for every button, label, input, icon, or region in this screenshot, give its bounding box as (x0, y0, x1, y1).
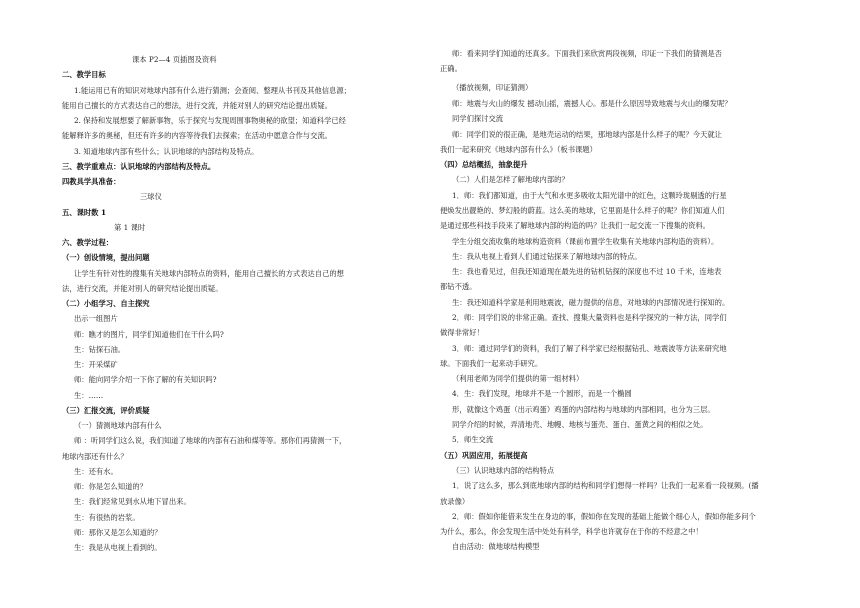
text-line: 正确。 (440, 64, 462, 73)
text-line: 2．师：同学们说的非常正确。查找、搜集大量资料也是科学探究的一种方法，同学们 (452, 313, 727, 322)
text-line: 2. 保持和发展想要了解新事物，乐于探究与发现周围事物奥秘的欲望；知道科学已经 (74, 116, 346, 125)
text-line: 师：瞧才的图片，同学们知道他们在干什么吗? (74, 330, 224, 339)
text-line: 生：钻探石油。 (74, 345, 126, 354)
text-line: 师：能向同学介绍一下你了解的有关知识吗? (74, 375, 217, 384)
text-line: 师 ：听同学们这么说，我们知道了地球的内部有石油和煤等等。那你们再猜测一下， (74, 436, 347, 445)
text-line: 生：有很热的岩浆。 (74, 513, 140, 522)
text-line: 生：开采煤矿 (74, 360, 118, 369)
text-line: 都钻不透。 (440, 282, 477, 291)
text-line: 球。下面我们一起来动手研究。 (440, 359, 543, 368)
text-line: 能用自己擅长的方式表达自己的想法，进行交流，并能对别人的研究结论提出质疑。 (62, 101, 332, 110)
text-line: （播放视频，印证猜测） (452, 83, 533, 92)
text-line: 学生分组交流收集的地球构造资料（课前布置学生收集有关地球内部构造的资料）。 (452, 237, 719, 246)
text-line: 1.能运用已有的知识对地球内部有什么进行猜测；会查阅、整理从书刊及其他信息源； (74, 86, 351, 95)
text-line: 师：你是怎么知道的？ (74, 482, 147, 491)
text-line: 三球仪 (140, 192, 162, 201)
text-line: 4．生：我们发现，地球并不是一个圆形，而是一个椭圆 (452, 389, 632, 398)
text-line: 做得非常好！ (440, 328, 484, 337)
text-line: 5．师生交流 (452, 435, 494, 444)
text-line: 生：我是从电视上看到的。 (74, 543, 162, 552)
text-line: （三）认识地球内部的结构特点 (452, 466, 555, 475)
section-heading: 五、课时数 1 (62, 208, 107, 217)
text-line: 出示一组图片 (74, 314, 118, 323)
text-line: 第 1 课时 (114, 223, 146, 232)
section-heading: （一）创设情境，提出问题 (62, 253, 150, 262)
text-line: （利用老师为同学们提供的第一组材料） (452, 374, 584, 383)
text-line: 师：地震与火山的爆发 撼动山摇，震撼人心。那是什么原因导致地震与火山的爆发呢？ (452, 99, 732, 108)
text-line: 能解释许多的奥秘，但还有许多的内容等待我们去探索；在活动中愿意合作与交流。 (62, 131, 332, 140)
section-heading: 二、教学目标 (62, 70, 106, 79)
section-heading: （三）汇报交流，评价质疑 (62, 406, 150, 415)
text-line: 同学介绍的时候，弄清地壳、地幔、地核与蛋壳、蛋白、蛋黄之间的相似之处。 (452, 420, 708, 429)
section-heading: 六、教学过程： (62, 238, 114, 247)
text-line: 1．说了这么多，那么到底地球内部的结构和同学们想得一样吗？让我们一起来看一段视频。(播 (452, 481, 759, 490)
text-line: 师：同学们说的很正确，是地壳运动的结果，那地球内部是什么样子的呢？今天就让 (452, 130, 722, 139)
text-line: 放录像） (440, 497, 470, 506)
text-line: 法，进行交流，并能对别人的研究结论提出质疑。 (62, 284, 223, 293)
text-line: 师：看来同学们知道的还真多。下面我们来欣赏两段视频，印证一下我们的猜测是否 (452, 49, 722, 58)
section-heading: 四教具学具准备： (62, 177, 121, 186)
text-line: 自由活动：做地球结构模型 (452, 542, 540, 551)
text-line: 便焕发出靓艳的、梦幻般的蔚蓝。这么美的地球，它里面是什么样子的呢？你们知道人们 (440, 206, 725, 215)
text-line: 生：…… (74, 391, 104, 400)
section-heading: （五）巩固应用，拓展提高 (440, 451, 528, 460)
text-line: 生：我也看见过，但我还知道现在最先进的钻机钻探的深度也不过 10 千米，连地表 (452, 267, 722, 276)
text-line: 师：那你又是怎么知道的？ (74, 528, 162, 537)
text-line: 生：还有水。 (74, 467, 118, 476)
section-heading: （二）小组学习、自主探究 (62, 299, 150, 308)
text-line: 地球内部还有什么？ (62, 452, 128, 461)
text-line: 2．师：假如你能借来发生在身边的事，假如你在发现的基础上能做个细心人，假如你能多问个 (452, 512, 756, 521)
text-line: （一）猜测地球内部有什么 (74, 421, 162, 430)
text-line: 生：我还知道科学家是利用地震波，磁力提供的信息，对地球的内部情况进行探知的。 (452, 298, 730, 307)
text-line: 生：我们经常见到水从地下冒出来。 (74, 497, 191, 506)
text-line: 同学们探讨交流 (452, 114, 504, 123)
text-line: 课本 P2—4 页插图及资料 (132, 55, 217, 64)
text-line: 让学生有针对性的搜集有关地球内部特点的资料，能用自己擅长的方式表达自己的想 (74, 269, 344, 278)
text-line: 我们一起来研究《地球内部有什么》（板书课题） (440, 145, 597, 154)
text-line: 1．师：我们都知道，由于大气和水更多吸收太阳光谱中的红色，这颗玲珑剔透的行星 (452, 191, 727, 200)
text-line: （二）人们是怎样了解地球内部的？ (452, 175, 569, 184)
text-line: 形，就像这个鸡蛋（出示鸡蛋）鸡蛋的内部结构与地球的内部相同，也分为三层。 (452, 405, 715, 414)
text-line: 生：我从电视上看到人们通过钻探来了解地球内部的特点。 (452, 252, 642, 261)
text-line: 3．师：通过同学们的资料，我们了解了科学家已经根据钻孔、地震波等方法来研究地 (452, 344, 727, 353)
section-heading: 三、教学重难点：认识地球的内部结构及特点。 (62, 162, 216, 171)
text-line: 是通过那些科技手段来了解地球内部的构造的吗？让我们一起交流一下搜集的资料。 (440, 221, 710, 230)
text-line: 3. 知道地球内部有些什么；认识地球的内部结构及特点。 (74, 147, 259, 156)
text-line: 为什么，那么，你会发现生活中处处有科学，科学也许就存在于你的不经意之中！ (440, 527, 703, 536)
section-heading: （四）总结概括，抽象提升 (440, 160, 528, 169)
